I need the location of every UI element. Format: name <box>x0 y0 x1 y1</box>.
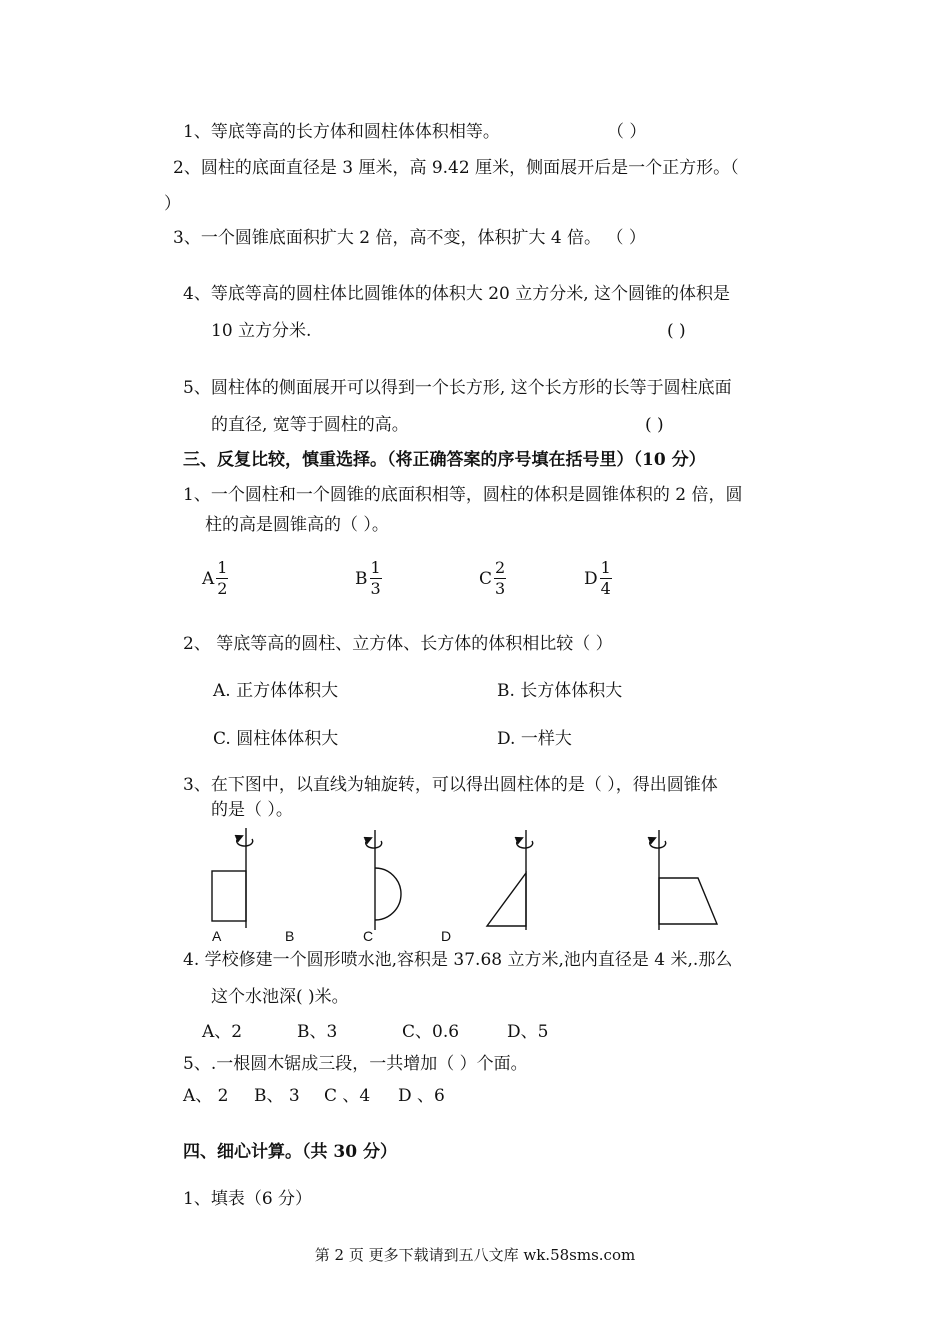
choice-q5-option-a: A、 2 <box>183 1086 229 1106</box>
choice-q5: 5、.一根圆木锯成三段，一共增加（ ）个面。 <box>183 1054 528 1074</box>
choice-q5-option-d: D 、6 <box>398 1086 445 1106</box>
semicircle-shape <box>375 868 401 920</box>
judge-q1-paren: （ ） <box>607 122 647 142</box>
option-letter: B <box>355 568 368 589</box>
fraction-denominator: 3 <box>495 578 506 598</box>
choice-q2-option-d: D. 一样大 <box>497 729 572 749</box>
figure-label-b: B <box>285 928 295 944</box>
figure-label-d: D <box>441 928 452 944</box>
choice-q4-option-b: B、3 <box>297 1022 338 1042</box>
choice-q2: 2、 等底等高的圆柱、立方体、长方体的体积相比较（ ） <box>183 634 613 654</box>
fraction-numerator: 1 <box>370 558 381 577</box>
figure-label-c: C <box>363 928 374 944</box>
option-letter: C <box>479 568 493 589</box>
judge-q5-line1: 5、圆柱体的侧面展开可以得到一个长方形, 这个长方形的长等于圆柱底面 <box>183 378 732 398</box>
judge-q3: 3、一个圆锥底面积扩大 2 倍，高不变，体积扩大 4 倍。 （ ） <box>173 228 646 248</box>
fraction-numerator: 2 <box>495 558 506 577</box>
fraction-denominator: 3 <box>370 578 381 598</box>
fraction-numerator: 1 <box>217 558 228 577</box>
figure-d-triangle <box>487 830 533 930</box>
fraction-denominator: 2 <box>217 578 228 598</box>
judge-q2-line1: 2、圆柱的底面直径是 3 厘米，高 9.42 厘米，侧面展开后是一个正方形。（ <box>173 158 739 178</box>
choice-q3-line2: 的是（ ）。 <box>211 800 293 820</box>
rectangle-shape <box>212 871 246 921</box>
option-letter: A <box>202 568 215 589</box>
judge-q5-line2: 的直径, 宽等于圆柱的高。 <box>211 415 409 435</box>
section4-heading: 四、细心计算。（共 30 分） <box>183 1142 397 1162</box>
choice-q4-option-d: D、5 <box>507 1022 549 1042</box>
choice-q2-option-c: C. 圆柱体体积大 <box>213 729 339 749</box>
choice-q5-option-b: B、 3 <box>254 1086 300 1106</box>
choice-q1-line2: 柱的高是圆锥高的（ ）。 <box>205 515 389 535</box>
figure-c-semicircle <box>366 830 401 930</box>
calc-q1: 1、填表（6 分） <box>183 1189 313 1209</box>
choice-q4-option-a: A、2 <box>202 1022 243 1042</box>
rotation-arrow-icon <box>237 837 253 846</box>
choice-q1-line1: 1、一个圆柱和一个圆锥的底面积相等，圆柱的体积是圆锥体积的 2 倍，圆 <box>183 485 743 505</box>
triangle-shape <box>487 873 526 926</box>
trapezoid-shape <box>659 878 717 924</box>
rotation-arrow-icon <box>517 839 533 848</box>
choice-q3-line1: 3、在下图中，以直线为轴旋转，可以得出圆柱体的是（ ），得出圆锥体 <box>183 775 718 795</box>
choice-q2-option-b: B. 长方体体积大 <box>497 681 623 701</box>
rotation-arrow-icon <box>366 839 382 848</box>
judge-q1: 1、等底等高的长方体和圆柱体体积相等。 <box>183 122 500 142</box>
rotation-arrow-icon <box>650 839 666 848</box>
figure-trapezoid <box>650 830 717 930</box>
figure-label-a: A <box>212 928 222 944</box>
judge-q5-paren: ( ) <box>645 415 664 435</box>
judge-q4-paren: ( ) <box>667 321 686 341</box>
choice-q4-line2: 这个水池深( )米。 <box>211 987 349 1007</box>
choice-q4-option-c: C、0.6 <box>402 1022 460 1042</box>
page-footer: 第 2 页 更多下载请到五八文库 wk.58sms.com <box>314 1246 636 1264</box>
figure-a-rectangle <box>212 828 253 928</box>
judge-q4-line1: 4、等底等高的圆柱体比圆锥体的体积大 20 立方分米, 这个圆锥的体积是 <box>183 284 731 304</box>
option-letter: D <box>584 568 598 589</box>
choice-q2-option-a: A. 正方体体积大 <box>213 681 339 701</box>
section3-heading: 三、反复比较，慎重选择。（将正确答案的序号填在括号里）（10 分） <box>183 450 706 470</box>
choice-q5-option-c: C 、4 <box>324 1086 371 1106</box>
judge-q2-line2: ） <box>164 194 181 214</box>
fraction-numerator: 1 <box>600 558 611 577</box>
fraction-denominator: 4 <box>600 578 611 598</box>
choice-q4-line1: 4. 学校修建一个圆形喷水池,容积是 37.68 立方米,池内直径是 4 米,.那么 <box>183 950 733 970</box>
judge-q4-line2: 10 立方分米. <box>211 321 312 341</box>
